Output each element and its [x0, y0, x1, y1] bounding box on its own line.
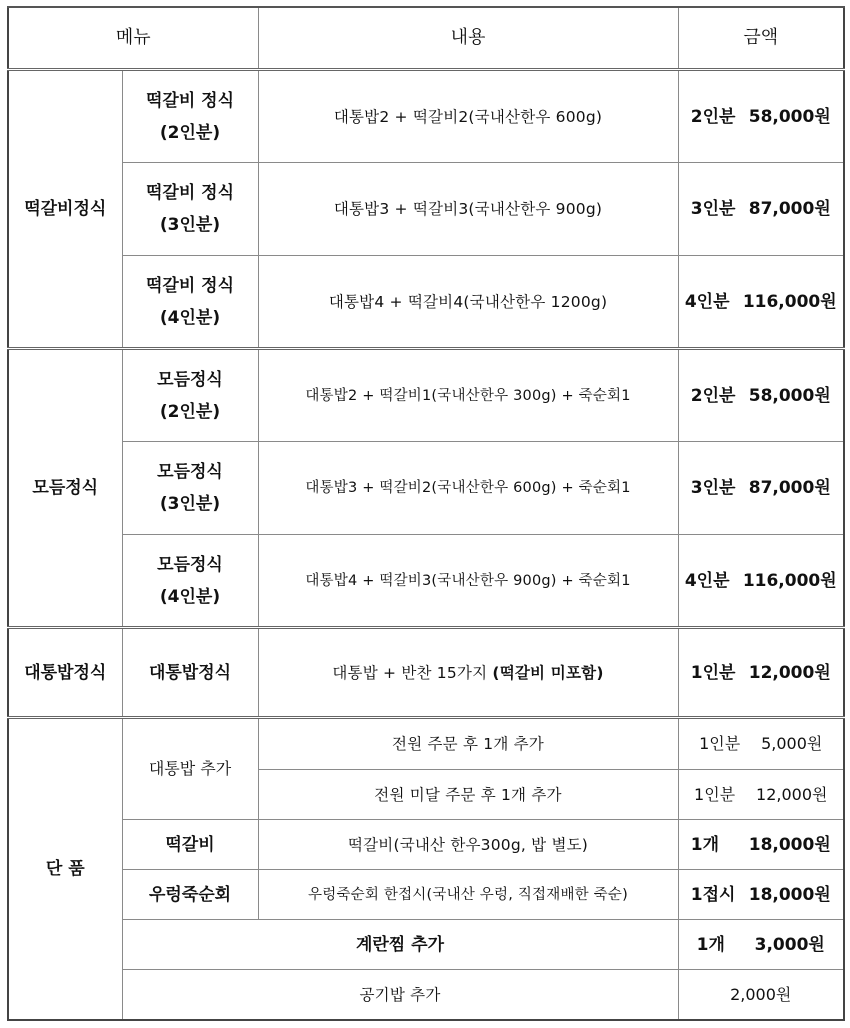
item-price: 4인분 116,000원: [678, 535, 844, 628]
table-row: [8, 920, 844, 970]
table-row: [8, 535, 844, 628]
item-name: 우렁죽순회: [122, 870, 258, 920]
item-name: 모듬정식 (4인분): [122, 535, 258, 628]
item-price: 1인분 12,000원: [678, 628, 844, 718]
item-price: 2인분 58,000원: [678, 70, 844, 163]
item-price: 3인분 87,000원: [678, 442, 844, 535]
table-row: [8, 349, 844, 442]
item-content: 대통밥3 + 떡갈비3(국내산한우 900g): [258, 163, 678, 256]
item-content: 전원 미달 주문 후 1개 추가: [258, 770, 678, 820]
item-content: 대통밥4 + 떡갈비3(국내산한우 900g) + 죽순회1: [258, 535, 678, 628]
item-name: 떡갈비 정식 (3인분): [122, 163, 258, 256]
item-price: 1인분 5,000원: [678, 718, 844, 770]
table-row: [8, 718, 844, 770]
item-name: 대통밥 추가: [122, 718, 258, 820]
table-row: [8, 442, 844, 535]
group-tteokgalbi: 떡갈비정식: [8, 70, 122, 349]
item-content: 전원 주문 후 1개 추가: [258, 718, 678, 770]
item-price: 1개 3,000원: [678, 920, 844, 970]
item-content: 대통밥2 + 떡갈비1(국내산한우 300g) + 죽순회1: [258, 349, 678, 442]
item-name: 모듬정식 (3인분): [122, 442, 258, 535]
header-menu: 메뉴: [8, 7, 258, 70]
item-price: 1접시 18,000원: [678, 870, 844, 920]
item-content: 대통밥4 + 떡갈비4(국내산한우 1200g): [258, 256, 678, 349]
table-row: [8, 820, 844, 870]
item-name: 떡갈비: [122, 820, 258, 870]
table-row: [8, 256, 844, 349]
item-content: 대통밥 + 반찬 15가지 (떡갈비 미포함): [258, 628, 678, 718]
item-content: 공기밥 추가: [122, 970, 678, 1020]
item-content: 대통밥3 + 떡갈비2(국내산한우 600g) + 죽순회1: [258, 442, 678, 535]
table-row: [8, 163, 844, 256]
item-price: 1인분 12,000원: [678, 770, 844, 820]
item-name: 떡갈비 정식 (4인분): [122, 256, 258, 349]
table-row: [8, 970, 844, 1020]
table-row: [8, 628, 844, 718]
item-name: 떡갈비 정식 (2인분): [122, 70, 258, 163]
table-row: [8, 70, 844, 163]
item-price: 4인분 116,000원: [678, 256, 844, 349]
item-content: 떡갈비(국내산 한우300g, 밥 별도): [258, 820, 678, 870]
item-name: 대통밥정식: [122, 628, 258, 718]
item-content: 계란찜 추가: [122, 920, 678, 970]
group-danpum: 단 품: [8, 718, 122, 1020]
group-modeum: 모듬정식: [8, 349, 122, 628]
header-price: 금액: [678, 7, 844, 70]
item-price: 2,000원: [678, 970, 844, 1020]
item-content: 우렁죽순회 한접시(국내산 우렁, 직접재배한 죽순): [258, 870, 678, 920]
group-daetongbap: 대통밥정식: [8, 628, 122, 718]
menu-price-table: [7, 6, 845, 1021]
item-price: 1개 18,000원: [678, 820, 844, 870]
item-content: 대통밥2 + 떡갈비2(국내산한우 600g): [258, 70, 678, 163]
table-row: [8, 870, 844, 920]
item-name: 모듬정식 (2인분): [122, 349, 258, 442]
item-price: 3인분 87,000원: [678, 163, 844, 256]
header-content: 내용: [258, 7, 678, 70]
table-header-row: [8, 7, 844, 70]
item-price: 2인분 58,000원: [678, 349, 844, 442]
